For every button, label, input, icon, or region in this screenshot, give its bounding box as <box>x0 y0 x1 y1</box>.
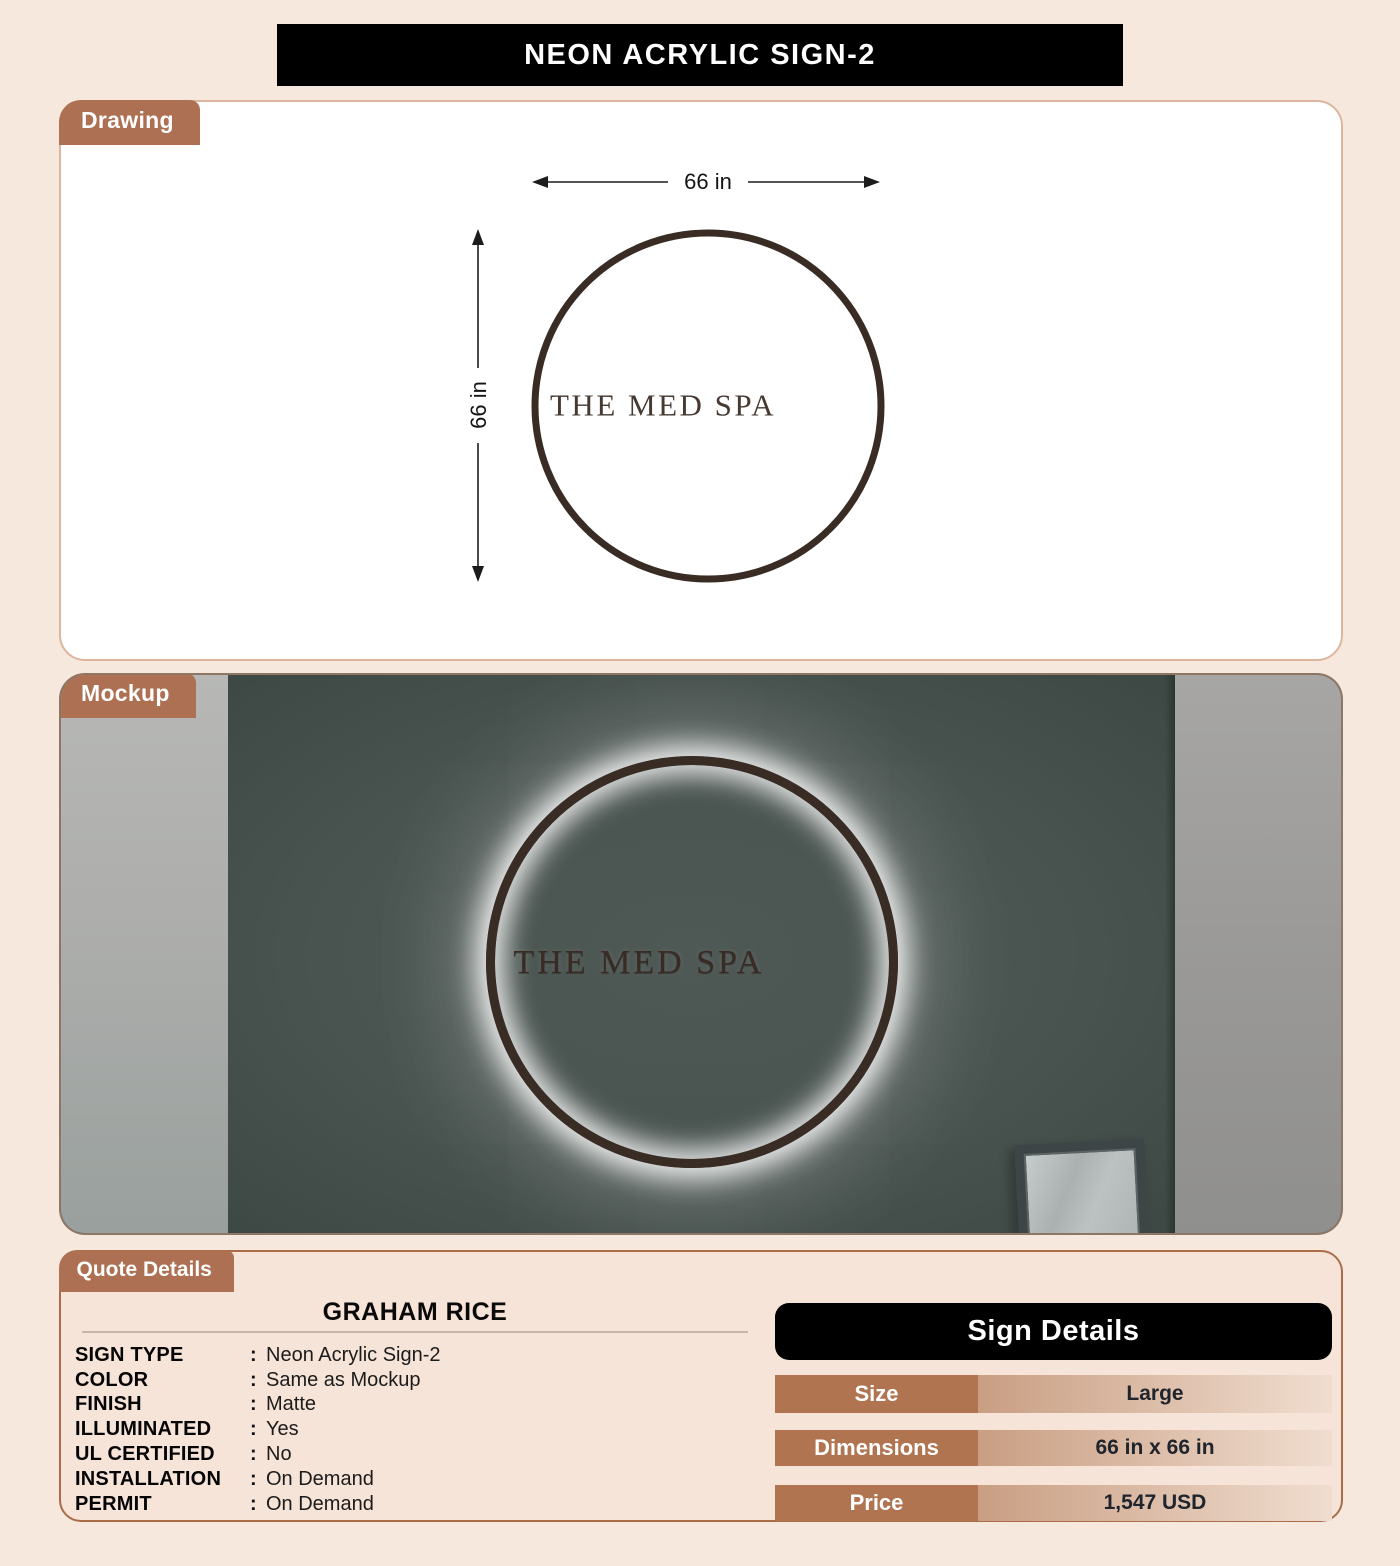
sign-details-row-dimensions <box>775 1430 1332 1466</box>
customer-name: GRAHAM RICE <box>322 1298 508 1326</box>
mockup-section-tab <box>59 673 196 718</box>
spec-label: PERMIT <box>75 1492 152 1515</box>
spec-row-color <box>75 1368 735 1393</box>
sign-details-row-label: Price <box>775 1485 978 1521</box>
spec-row-ul-certified <box>75 1442 735 1467</box>
quote-section-label: Quote Details <box>76 1257 212 1281</box>
spec-row-sign-type <box>75 1343 735 1368</box>
mockup-section-label: Mockup <box>81 680 170 706</box>
spec-colon: : <box>250 1443 257 1466</box>
mockup-wall-right <box>1175 675 1343 1233</box>
spec-label: SIGN TYPE <box>75 1343 184 1366</box>
spec-row-installation <box>75 1467 735 1492</box>
height-dimension-label: 66 in <box>466 381 491 429</box>
spec-colon: : <box>250 1418 257 1441</box>
spec-label: FINISH <box>75 1393 142 1416</box>
quote-details-panel <box>59 1250 1343 1522</box>
drawing-panel <box>59 100 1343 661</box>
sign-details-row-label: Dimensions <box>775 1430 978 1466</box>
spec-value: On Demand <box>266 1492 374 1515</box>
mockup-picture-frame-glass <box>1024 1148 1141 1235</box>
spec-colon: : <box>250 1368 257 1391</box>
spec-row-illuminated <box>75 1417 735 1442</box>
spec-value: Neon Acrylic Sign-2 <box>266 1343 441 1366</box>
sign-details-row-size <box>775 1375 1332 1413</box>
sign-details-row-label: Size <box>775 1375 978 1413</box>
spec-value: Same as Mockup <box>266 1368 421 1391</box>
spec-colon: : <box>250 1467 257 1490</box>
spec-colon: : <box>250 1343 257 1366</box>
spec-label: ILLUMINATED <box>75 1418 212 1441</box>
mockup-wall-left <box>61 675 228 1233</box>
spec-label: INSTALLATION <box>75 1467 222 1490</box>
spec-colon: : <box>250 1492 257 1515</box>
spec-row-finish <box>75 1393 735 1418</box>
spec-colon: : <box>250 1393 257 1416</box>
width-dimension-label: 66 in <box>684 169 732 194</box>
spec-row-permit <box>75 1492 735 1517</box>
sign-details-row-value: Large <box>978 1375 1332 1413</box>
spec-value: On Demand <box>266 1467 374 1490</box>
spec-value: Yes <box>266 1418 299 1441</box>
title-banner <box>277 24 1123 86</box>
page-title: NEON ACRYLIC SIGN-2 <box>524 38 876 71</box>
sign-details-row-price <box>775 1485 1332 1521</box>
customer-name-divider <box>82 1331 748 1333</box>
sign-details-title: Sign Details <box>967 1315 1140 1347</box>
spec-label: UL CERTIFIED <box>75 1443 215 1466</box>
drawing-section-label: Drawing <box>81 107 174 133</box>
sign-details-row-value: 1,547 USD <box>978 1485 1332 1521</box>
mockup-panel <box>59 673 1343 1235</box>
spec-list <box>75 1343 735 1517</box>
sign-details-header <box>775 1303 1332 1360</box>
spec-value: No <box>266 1443 292 1466</box>
mockup-sign-text: THE MED SPA <box>513 944 765 981</box>
quote-section-tab <box>59 1250 234 1292</box>
sign-details-row-value: 66 in x 66 in <box>978 1430 1332 1466</box>
spec-value: Matte <box>266 1393 317 1416</box>
drawing-section-tab <box>59 100 200 145</box>
spec-label: COLOR <box>75 1368 149 1391</box>
drawing-sign-text: THE MED SPA <box>550 387 777 423</box>
mockup-picture-frame <box>1014 1139 1150 1235</box>
